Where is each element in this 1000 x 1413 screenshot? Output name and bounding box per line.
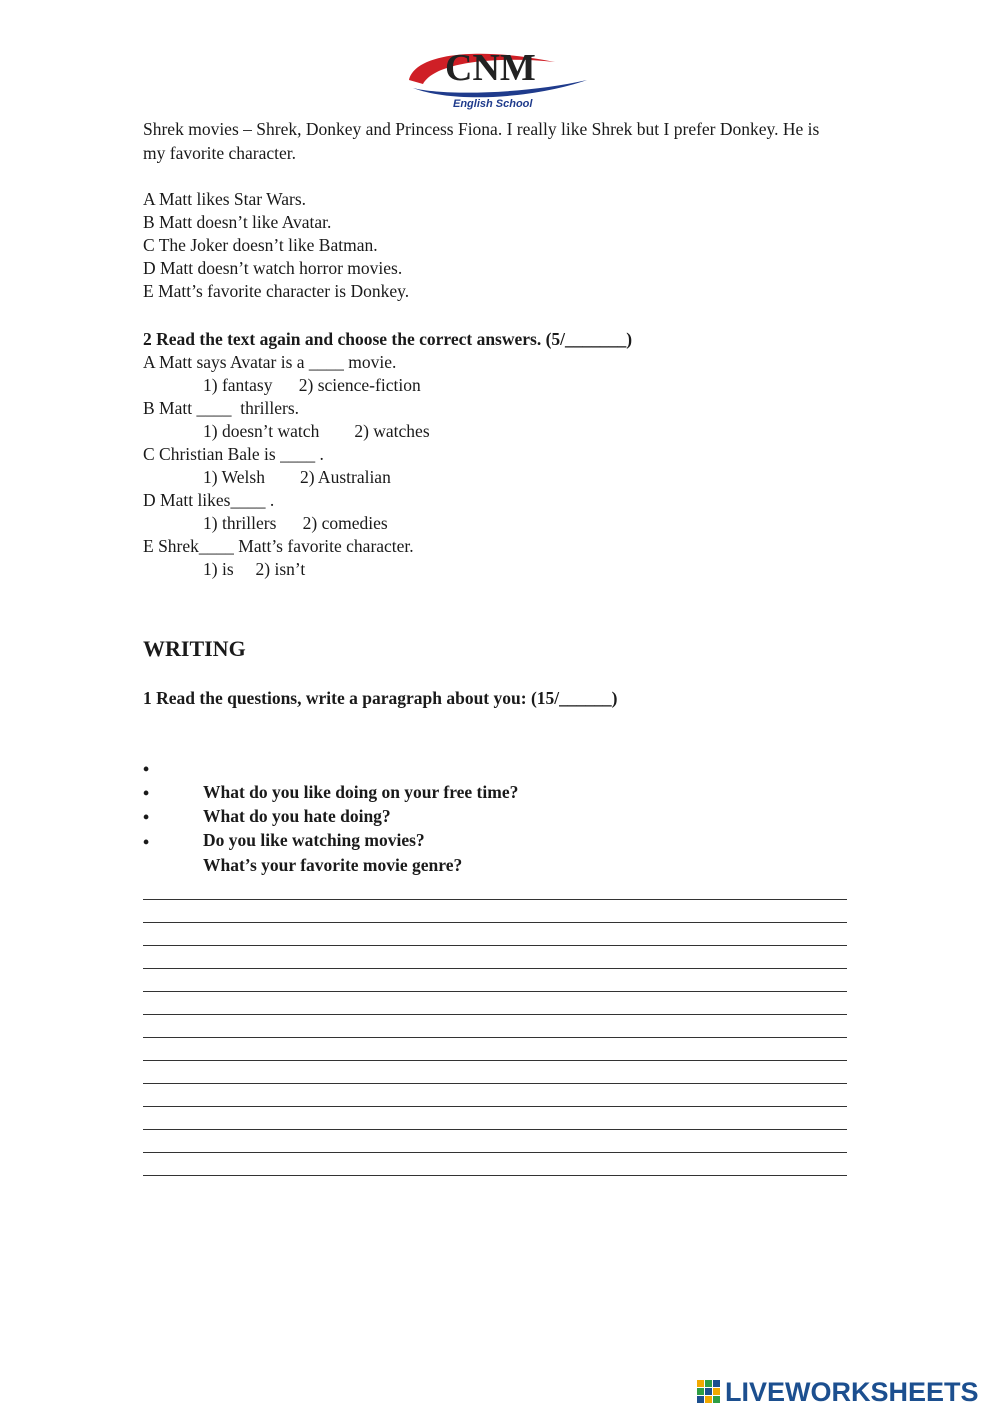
answer-line[interactable]: [143, 991, 847, 992]
logo-subtitle: English School: [453, 98, 533, 110]
writing-question-text: What do you hate doing?: [203, 806, 391, 826]
writing-heading: WRITING: [143, 636, 246, 661]
statement-a: A Matt likes Star Wars.: [143, 189, 307, 209]
answer-line[interactable]: [143, 899, 847, 900]
exercise2-options-e: 1) is 2) isn’t: [203, 559, 306, 579]
answer-line[interactable]: [143, 1083, 847, 1084]
exercise2-question-c: C Christian Bale is ____ .: [143, 444, 324, 464]
writing-question-text: What’s your favorite movie genre?: [203, 855, 463, 875]
answer-line[interactable]: [143, 1152, 847, 1153]
brand-name: LIVEWORKSHEETS: [725, 1376, 979, 1407]
answer-line[interactable]: [143, 922, 847, 923]
statement-d: D Matt doesn’t watch horror movies.: [143, 258, 403, 278]
exercise2-options-d: 1) thrillers 2) comedies: [203, 513, 388, 533]
school-logo: [405, 44, 595, 114]
answer-line[interactable]: [143, 945, 847, 946]
answer-line[interactable]: [143, 1129, 847, 1130]
exercise2-question-b: B Matt ____ thrillers.: [143, 398, 300, 418]
answer-line[interactable]: [143, 1014, 847, 1015]
statement-b: B Matt doesn’t like Avatar.: [143, 212, 332, 232]
liveworksheets-brand[interactable]: [697, 1376, 979, 1408]
answer-line[interactable]: [143, 968, 847, 969]
exercise2-options-a: 1) fantasy 2) science-fiction: [203, 375, 421, 395]
answer-line[interactable]: [143, 1037, 847, 1038]
statement-e: E Matt’s favorite character is Donkey.: [143, 281, 410, 301]
intro-paragraph: Shrek movies – Shrek, Donkey and Princess Fiona. I really like Shrek but I prefer Donkey. He is my favorite character.: [143, 119, 820, 163]
cnm-logo-icon: [405, 44, 595, 114]
answer-line[interactable]: [143, 1175, 847, 1176]
exercise2-question-d: D Matt likes____ .: [143, 490, 275, 510]
liveworksheets-logo-icon: [697, 1380, 721, 1404]
writing-question-text: Do you like watching movies?: [203, 830, 425, 850]
bullet-icon: •: [143, 832, 150, 852]
exercise2-options-b: 1) doesn’t watch 2) watches: [203, 421, 430, 441]
answer-line[interactable]: [143, 1106, 847, 1107]
logo-name: CNM: [445, 47, 536, 89]
exercise2-question-e: E Shrek____ Matt’s favorite character.: [143, 536, 414, 556]
bullet-icon: •: [143, 759, 150, 779]
statement-c: C The Joker doesn’t like Batman.: [143, 235, 378, 255]
exercise2-options-c: 1) Welsh 2) Australian: [203, 467, 391, 487]
exercise2-title: 2 Read the text again and choose the correct answers. (5/_______): [143, 329, 633, 349]
bullet-icon: •: [143, 783, 150, 803]
exercise2-question-a: A Matt says Avatar is a ____ movie.: [143, 352, 397, 372]
answer-line[interactable]: [143, 1060, 847, 1061]
writing-instruction: 1 Read the questions, write a paragraph about you: (15/______): [143, 688, 618, 708]
writing-question-text: What do you like doing on your free time?: [203, 782, 519, 802]
bullet-icon: •: [143, 807, 150, 827]
